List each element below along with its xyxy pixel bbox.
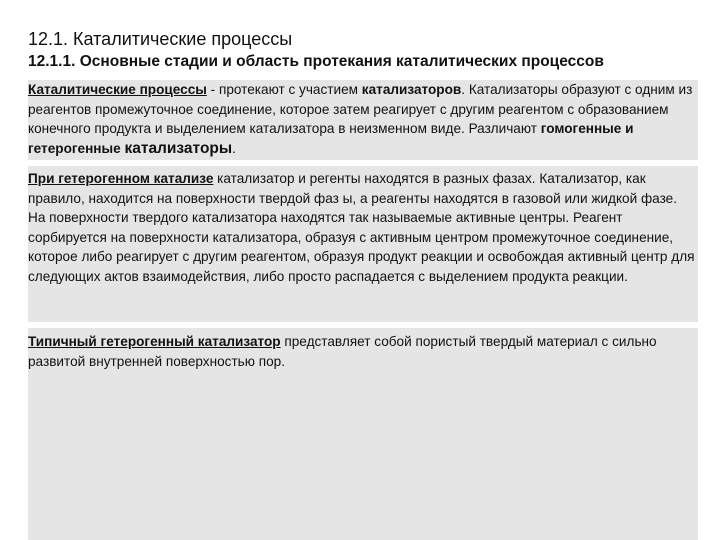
- paragraph1-bold2: гомогенные и гетерогенные: [28, 121, 634, 156]
- paragraph-heterogeneous-catalysis: [28, 169, 696, 286]
- paragraph1-bold1: катализаторов: [361, 82, 462, 97]
- content-panel: [28, 80, 698, 540]
- paragraph-catalytic-processes: [28, 80, 696, 158]
- term-catalytic-processes: Каталитические процессы: [28, 82, 207, 97]
- paragraph1-text2: . Катализаторы образуют с одним из реагентов промежуточное соединение, которое затем реагирует с другим реагентом с образованием конечного продукта и выделением катализатора в неизменном виде. Различают: [28, 82, 693, 136]
- slide-title: 12.1. Каталитические процессы: [28, 29, 293, 49]
- divider: [28, 160, 698, 166]
- divider: [28, 322, 698, 328]
- paragraph-typical-catalyst: [28, 332, 696, 371]
- term-heterogeneous-catalysis: При гетерогенном катализе: [28, 171, 214, 186]
- paragraph1-text1: - протекают с участием: [206, 82, 362, 97]
- paragraph1-text3: .: [232, 140, 236, 156]
- paragraph3-text: представляет собой пористый твердый материал с сильно развитой внутренней поверхностью пор.: [28, 334, 657, 369]
- paragraph1-bold3: катализаторы: [124, 139, 233, 157]
- paragraph2-text: катализатор и регенты находятся в разных фазах. Катализатор, как правило, находится на поверхности твердой фаз ы, а реагенты находятся в газовой или жидкой фазе. На поверхности твердого катализатора находятся так называемые активные центры. Реагент сорбируется на поверхности катализатора, образуя с активным центром промежуточное соединение, которое либо реагирует с другим реагентом, образуя продукт реакции и освобождая активный центр для следующих актов взаимодействия, либо просто распадается с выделением продукта реакции.: [28, 171, 695, 284]
- slide-subtitle: 12.1.1. Основные стадии и область протекания каталитических процессов: [28, 53, 604, 70]
- term-typical-catalyst: Типичный гетерогенный катализатор: [28, 334, 281, 349]
